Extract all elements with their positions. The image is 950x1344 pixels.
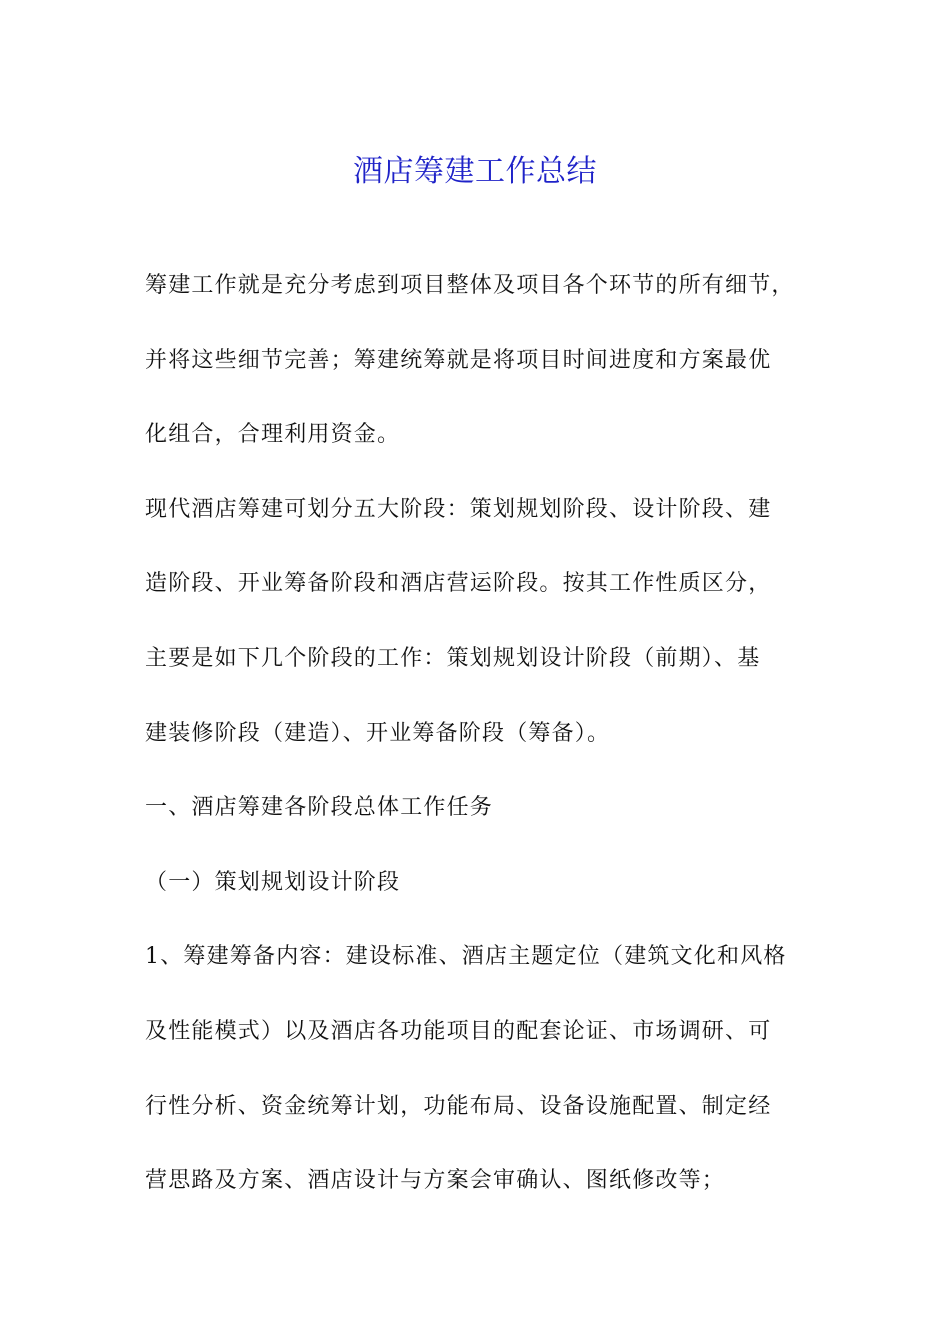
section-heading: 一、酒店筹建各阶段总体工作任务 — [145, 795, 494, 821]
body-line: 建装修阶段（建造）、开业筹备阶段（筹备）。 — [145, 720, 611, 746]
body-line: 筹建工作就是充分考虑到项目整体及项目各个环节的所有细节， — [145, 273, 795, 298]
body-line: 行性分析、资金统筹计划，功能布局、设备设施配置、制定经 — [145, 1093, 772, 1119]
body-line: 及性能模式）以及酒店各功能项目的配套论证、市场调研、可 — [145, 1018, 772, 1044]
body-line: 化组合，合理利用资金。 — [145, 422, 401, 448]
document-body — [145, 264, 810, 1234]
body-line: 并将这些细节完善；筹建统筹就是将项目时间进度和方案最优 — [145, 347, 772, 373]
body-line: 造阶段、开业筹备阶段和酒店营运阶段。按其工作性质区分， — [145, 571, 772, 597]
body-line: 1、筹建筹备内容：建设标准、酒店主题定位（建筑文化和风格 — [145, 944, 787, 970]
body-line: 主要是如下几个阶段的工作：策划规划设计阶段（前期）、基 — [145, 645, 761, 671]
body-line: 营思路及方案、酒店设计与方案会审确认、图纸修改等； — [145, 1168, 726, 1194]
subsection-heading: （一）策划规划设计阶段 — [145, 869, 401, 895]
document-title: 酒店筹建工作总结 — [353, 154, 597, 190]
body-line: 现代酒店筹建可划分五大阶段：策划规划阶段、设计阶段、建 — [145, 496, 772, 522]
